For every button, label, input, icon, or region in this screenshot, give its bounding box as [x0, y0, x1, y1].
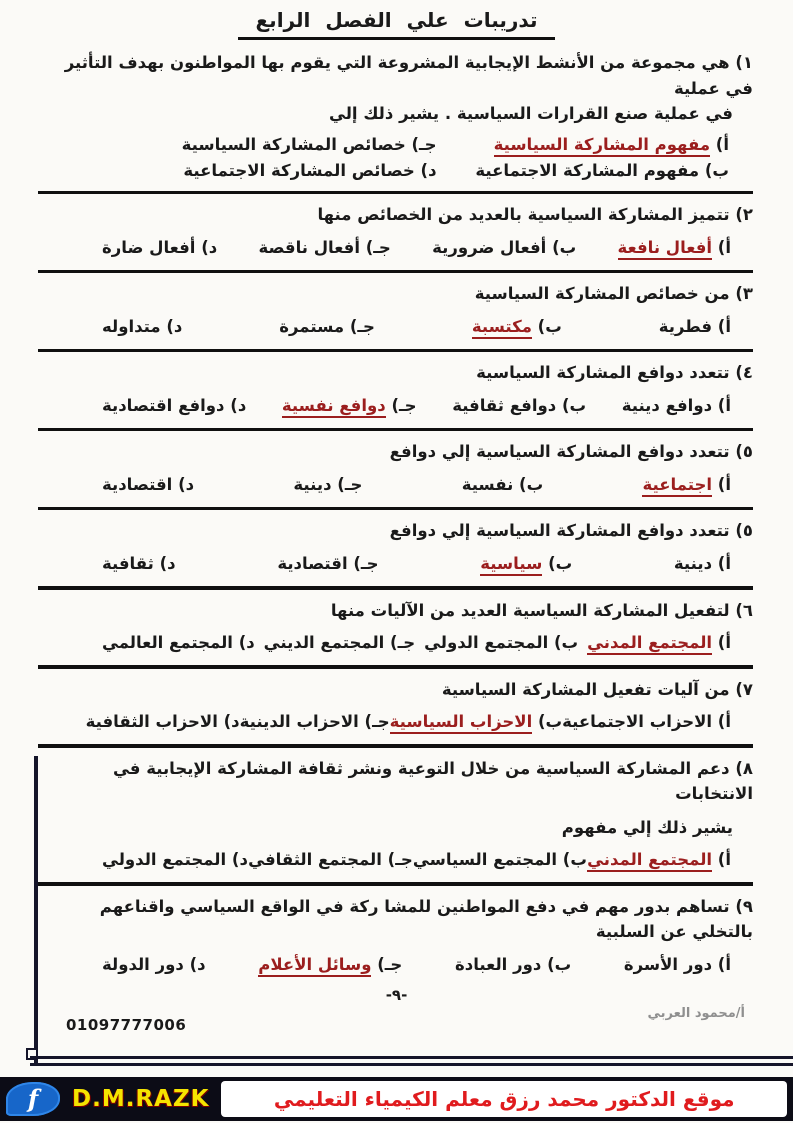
option: أ) فطرية [658, 316, 731, 336]
correct-answer: الاحزاب السياسية [390, 712, 533, 734]
page-frame-bottom-border [30, 1056, 793, 1066]
correct-answer: مفهوم المشاركة السياسية [494, 135, 710, 157]
question-8 [40, 756, 753, 874]
option: د) دور الدولة [102, 954, 206, 974]
question-number: ٩) [735, 896, 753, 916]
question-text: ٦) لتفعيل المشاركة السياسية العديد من الآليات منها [330, 600, 753, 620]
footer-banner [0, 1077, 793, 1121]
option: د) اقتصادية [102, 474, 195, 494]
question-text: ٥) تتعدد دوافع المشاركة السياسية إلي دوافع [389, 442, 753, 462]
options [40, 702, 753, 735]
question-number: ٨) [735, 758, 753, 778]
options [40, 544, 753, 577]
option: أ) المجتمع المدني [587, 850, 731, 869]
phone-number: 01097777006 [66, 1015, 187, 1034]
question-number: ٥) [735, 442, 753, 462]
option: جـ) دوافع نفسية [282, 396, 417, 415]
question-2 [40, 202, 753, 261]
option: د) الاحزاب الثقافية [85, 712, 240, 732]
option: ب) مفهوم المشاركة الاجتماعية [475, 160, 729, 180]
option: ب) سياسية [480, 554, 572, 573]
question-4 [40, 360, 753, 419]
banner-site-title: موقع الدكتور محمد رزق معلم الكيمياء التعليمي [273, 1087, 735, 1111]
option: أ) اجتماعية [642, 475, 731, 494]
page-footer [40, 1006, 753, 1034]
option: ب) المجتمع الدولي [424, 633, 579, 653]
option: ب) الاحزاب السياسية [390, 712, 563, 731]
question-text: ٤) تتعدد دوافع المشاركة السياسية [476, 363, 753, 383]
options [40, 840, 753, 873]
question-9 [40, 894, 753, 978]
option: جـ) اقتصادية [277, 554, 379, 573]
option: د) متداوله [102, 316, 183, 336]
options [40, 465, 753, 498]
option: د) المجتمع العالمي [102, 633, 255, 653]
facebook-icon: f [6, 1082, 60, 1116]
option: ب) أفعال ضرورية [432, 237, 577, 257]
option: جـ) الاحزاب الدينية [239, 712, 390, 732]
divider [38, 349, 753, 353]
option: جـ) المجتمع الديني [263, 633, 416, 653]
question-number: ٣) [735, 284, 753, 304]
divider [38, 586, 753, 590]
option: أ) دور الأسرة [623, 954, 731, 974]
question-text: ٥) تتعدد دوافع المشاركة السياسية إلي دوافع [389, 521, 753, 541]
option: جـ) دينية [293, 474, 363, 494]
correct-answer: اجتماعية [642, 475, 712, 497]
option: جـ) خصائص المشاركة السياسية [181, 134, 437, 154]
author-name: أ/محمود العربي [647, 1005, 745, 1021]
option: ب) دوافع ثقافية [452, 395, 587, 415]
question-3 [40, 281, 753, 340]
question-text: ٢) تتميز المشاركة السياسية بالعديد من الخصائص منها [317, 205, 753, 225]
question-number: ٥) [735, 521, 753, 541]
option: د) دوافع اقتصادية [102, 395, 247, 415]
option: د) ثقافية [102, 554, 176, 573]
option: د) خصائص المشاركة الاجتماعية [183, 160, 437, 180]
question-text: ٨) دعم المشاركة السياسية من خلال التوعية ونشر ثقافة المشاركة الإيجابية في الانتخابات [112, 758, 753, 804]
question-1 [40, 50, 753, 182]
option: ب) المجتمع السياسي [412, 850, 587, 870]
question-text: ٧) من آليات تفعيل المشاركة السياسية [441, 679, 753, 699]
question-number: ٢) [735, 205, 753, 225]
brand-logo-text: D.M.RAZK [72, 1086, 210, 1112]
option: أ) أفعال نافعة [618, 238, 732, 257]
correct-answer: المجتمع المدني [587, 633, 712, 655]
option: أ) دوافع دينية [621, 395, 731, 415]
divider [38, 270, 753, 274]
options [40, 386, 753, 419]
question-text: ٩) تساهم بدور مهم في دفع المواطنين للمشا ركة في الواقع السياسي واقناعهم بالتخلي عن السلبية [99, 896, 753, 942]
option: أ) مفهوم المشاركة السياسية [437, 135, 729, 154]
divider [38, 507, 753, 511]
option: د) المجتمع الدولي [102, 850, 248, 870]
divider [38, 744, 753, 748]
correct-answer: دوافع نفسية [282, 396, 386, 418]
options [40, 228, 753, 261]
question-5b [40, 518, 753, 577]
question-number: ٧) [735, 679, 753, 699]
options [40, 945, 753, 978]
option: جـ) مستمرة [279, 316, 375, 336]
question-text: ١) هي مجموعة من الأنشط الإيجابية المشروعة التي يقوم بها المواطنون بهدف التأثير في عملية [64, 53, 753, 98]
option: جـ) وسائل الأعلام [258, 955, 402, 974]
divider [38, 428, 753, 432]
option: أ) المجتمع المدني [587, 633, 731, 652]
question-5 [40, 439, 753, 498]
question-6 [40, 598, 753, 657]
divider [38, 665, 753, 669]
question-number: ٦) [735, 600, 753, 620]
correct-answer: أفعال نافعة [618, 238, 713, 260]
page-number: -٩- [385, 985, 408, 1004]
correct-answer: المجتمع المدني [587, 850, 712, 872]
options [40, 623, 753, 656]
question-7 [40, 677, 753, 736]
option: أ) الاحزاب الاجتماعية [562, 712, 731, 732]
page-frame-left-border [34, 756, 38, 1064]
option: جـ) أفعال ناقصة [258, 237, 391, 257]
option: ب) دور العبادة [455, 954, 572, 974]
option: د) أفعال ضارة [102, 237, 218, 257]
option: ب) مكتسبة [472, 317, 562, 336]
question-number: ١) [735, 53, 753, 72]
correct-answer: مكتسبة [472, 317, 532, 339]
divider [38, 882, 753, 886]
correct-answer: سياسية [480, 554, 542, 576]
banner-title-box [221, 1081, 787, 1117]
options [40, 127, 753, 182]
correct-answer: وسائل الأعلام [258, 955, 371, 977]
page-title: تدريبات علي الفصل الرابع [238, 8, 556, 40]
question-text-continued: يشير ذلك إلي مفهوم [561, 817, 733, 837]
option: أ) دينية [673, 554, 731, 573]
question-text: ٣) من خصائص المشاركة السياسية [474, 284, 753, 304]
option: جـ) المجتمع الثقافي [248, 850, 413, 870]
question-number: ٤) [735, 363, 753, 383]
options [40, 307, 753, 340]
divider [38, 191, 753, 195]
question-text-continued: في عملية صنع القرارات السياسية . يشير ذلك إلي [329, 104, 733, 124]
option: ب) نفسية [461, 474, 544, 494]
